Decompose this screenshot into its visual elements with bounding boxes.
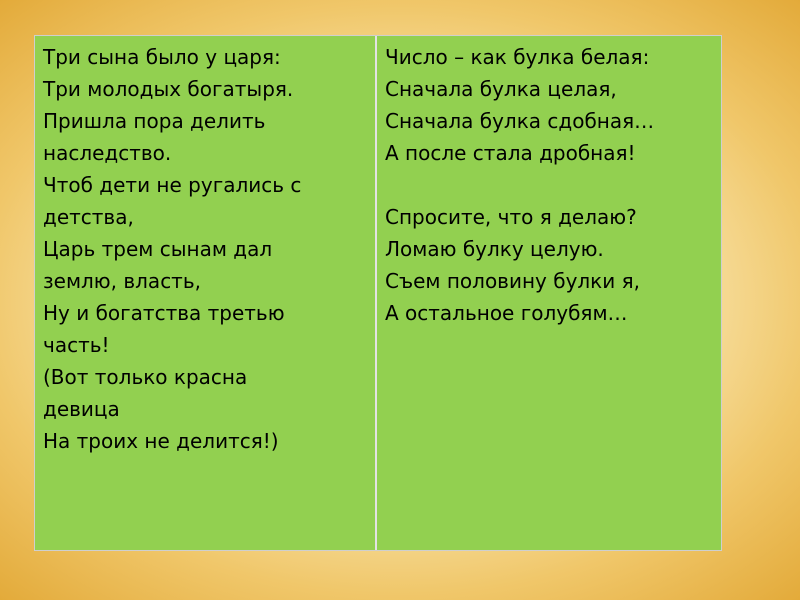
- poem-line: Сначала булка сдобная…: [385, 109, 655, 133]
- left-poem-cell: [35, 36, 377, 550]
- poem-line: Пришла пора делить: [43, 109, 266, 133]
- poem-line: девица: [43, 397, 120, 421]
- poem-blank-line: [385, 169, 713, 201]
- poem-line: наследство.: [43, 141, 172, 165]
- poem-line: На троих не делится!): [43, 429, 279, 453]
- poem-line: Царь трем сынам дал: [43, 237, 273, 261]
- poem-line: А остальное голубям…: [385, 301, 628, 325]
- poem-line: Число – как булка белая:: [385, 45, 650, 69]
- poem-line: А после стала дробная!: [385, 141, 636, 165]
- poem-line: часть!: [43, 333, 110, 357]
- right-poem-cell: [377, 36, 721, 550]
- poem-line: Спросите, что я делаю?: [385, 205, 637, 229]
- poem-line: Ломаю булку целую.: [385, 237, 604, 261]
- poem-line: Чтоб дети не ругались с: [43, 173, 302, 197]
- poem-line: Ну и богатства третью: [43, 301, 285, 325]
- poem-line: Съем половину булки я,: [385, 269, 641, 293]
- poem-line: детства,: [43, 205, 134, 229]
- poem-table: [34, 35, 722, 551]
- poem-line: (Вот только красна: [43, 365, 248, 389]
- poem-line: Три молодых богатыря.: [43, 77, 294, 101]
- poem-line: землю, власть,: [43, 269, 201, 293]
- poem-line: Три сына было у царя:: [43, 45, 281, 69]
- poem-line: Сначала булка целая,: [385, 77, 617, 101]
